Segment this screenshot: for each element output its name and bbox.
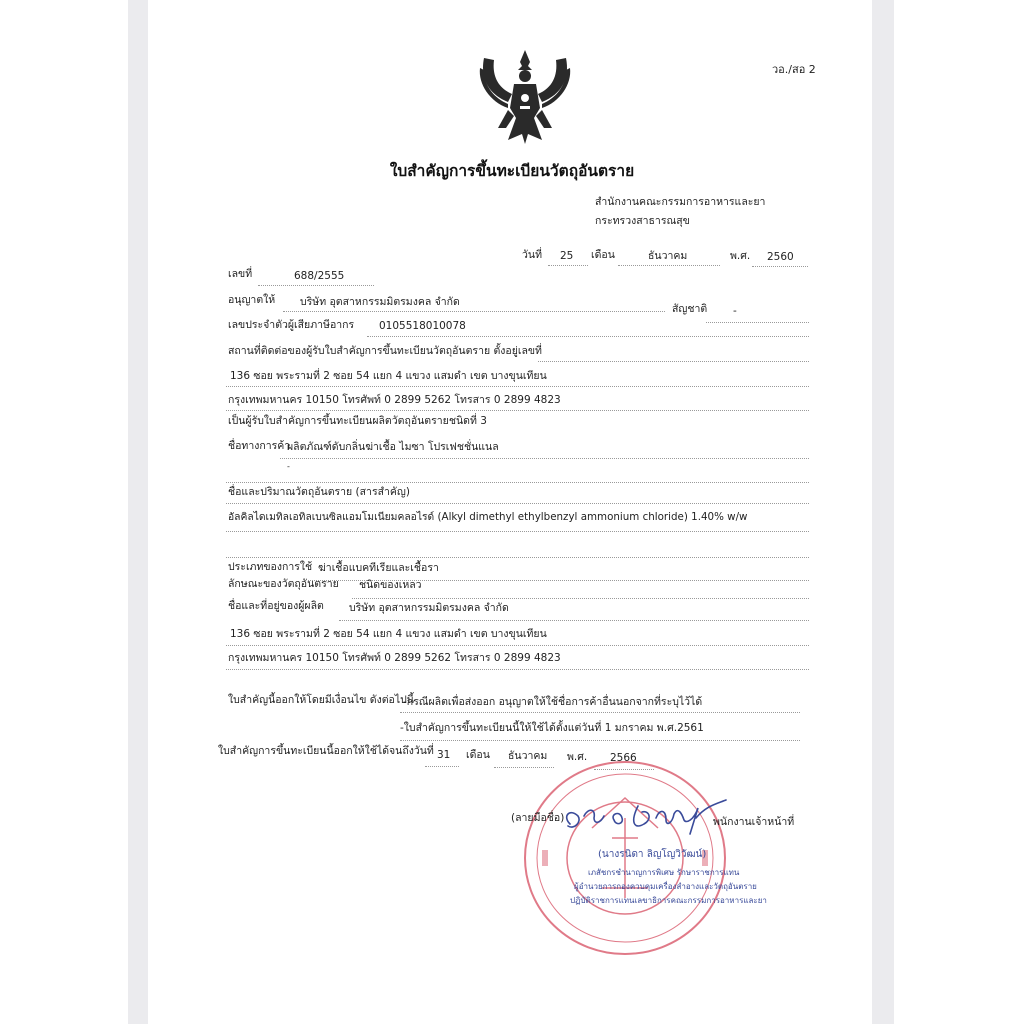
licensee-label: อนุญาตให้ [228, 294, 276, 306]
right-margin [894, 0, 1024, 1024]
nationality-label: สัญชาติ [672, 303, 708, 315]
signature-label: (ลายมือชื่อ) [511, 812, 565, 824]
rule [752, 266, 808, 267]
contact-address-line1: 136 ซอย พระรามที่ 2 ซอย 54 แยก 4 แขวง แสมดำ เขต บางขุนเทียน [230, 370, 547, 382]
conditions-label: ใบสำคัญนี้ออกให้โดยมีเงื่อนไข ดังต่อไปนี้ [228, 694, 414, 706]
contact-address-line2: กรุงเทพมหานคร 10150 โทรศัพท์ 0 2899 5262 โทรสาร 0 2899 4823 [228, 394, 561, 406]
document-title: ใบสำคัญการขึ้นทะเบียนวัตถุอันตราย [389, 162, 635, 180]
validity-day: 31 [437, 749, 451, 761]
signature-role: พนักงานเจ้าหน้าที่ [713, 816, 795, 828]
condition-item-1: -กรณีผลิตเพื่อส่งออก อนุญาตให้ใช้ชื่อการค้าอื่นนอกจากที่ระบุไว้ได้ [403, 696, 703, 708]
manufacturer-label: ชื่อและที่อยู่ของผู้ผลิต [228, 600, 324, 612]
form-code: วอ./สอ 2 [772, 63, 816, 76]
issuer-agency: สำนักงานคณะกรรมการอาหารและยา [595, 196, 766, 208]
handwritten-signature [560, 794, 730, 840]
signatory-title-3: ปฏิบัติราชการแทนเลขาธิการคณะกรรมการอาหารและยา [570, 896, 767, 905]
substance-value: อัลคิลไดเมทิลเอทิลเบนซิลแอมโมเนียมคลอไรด์ (Alkyl dimethyl ethylbenzyl ammonium chloride) 1.40% w/w [228, 511, 748, 523]
rule [400, 712, 800, 713]
right-page-shadow [872, 0, 894, 1024]
rule [538, 361, 809, 362]
trade-name-label: ชื่อทางการค้า [228, 440, 291, 452]
rule [280, 458, 809, 459]
rule [258, 285, 374, 286]
issue-year-label: พ.ศ. [730, 250, 751, 262]
contact-address-label: สถานที่ติดต่อของผู้รับใบสำคัญการขึ้นทะเบียนวัตถุอันตราย ตั้งอยู่เลขที่ [228, 345, 542, 357]
rule [226, 386, 809, 387]
left-margin [0, 0, 128, 1024]
manufacturer-address-line2: กรุงเทพมหานคร 10150 โทรศัพท์ 0 2899 5262 โทรสาร 0 2899 4823 [228, 652, 561, 664]
rule [367, 336, 809, 337]
issue-day-label: วันที่ [522, 249, 542, 261]
rule [400, 740, 800, 741]
usage-label: ประเภทของการใช้ [228, 561, 313, 573]
holder-type: เป็นผู้รับใบสำคัญการขึ้นทะเบียนผลิตวัตถุอันตรายชนิดที่ 3 [228, 415, 487, 427]
rule [226, 557, 809, 558]
rule [548, 265, 588, 266]
tax-id-value: 0105518010078 [379, 320, 466, 332]
trade-name-value: ผลิตภัณฑ์ดับกลิ่นฆ่าเชื้อ ไมซา โปรเฟชชั่นแนล [287, 441, 499, 453]
issue-year: 2560 [767, 251, 794, 263]
issue-month: ธันวาคม [648, 250, 688, 262]
trade-name-extra: - [287, 462, 290, 471]
signatory-title-1: เภสัชกรชำนาญการพิเศษ รักษาราชการแทน [588, 868, 740, 877]
manufacturer-address-line1: 136 ซอย พระรามที่ 2 ซอย 54 แยก 4 แขวง แสมดำ เขต บางขุนเทียน [230, 628, 547, 640]
rule [706, 322, 809, 323]
validity-year: 2566 [610, 752, 637, 764]
rule [425, 766, 459, 767]
manufacturer-name: บริษัท อุตสาหกรรมมิตรมงคล จำกัด [349, 602, 509, 614]
rule [339, 620, 809, 621]
condition-item-2: -ใบสำคัญการขึ้นทะเบียนนี้ให้ใช้ได้ตั้งแต่วันที่ 1 มกราคม พ.ศ.2561 [400, 722, 704, 734]
nature-value: ชนิดของเหลว [359, 579, 422, 591]
issue-day: 25 [560, 250, 574, 262]
nature-label: ลักษณะของวัตถุอันตราย [228, 578, 339, 590]
rule [226, 531, 809, 532]
tax-id-label: เลขประจำตัวผู้เสียภาษีอากร [228, 319, 355, 331]
signatory-name: (นางรนิดา ลิญโญวิวัฒน์) [598, 849, 707, 860]
usage-value: ฆ่าเชื้อแบคทีเรียและเชื้อรา [318, 562, 439, 574]
nationality-value: - [733, 305, 737, 317]
rule [226, 503, 809, 504]
garuda-emblem-icon [478, 48, 572, 148]
rule [283, 311, 665, 312]
issuer-ministry: กระทรวงสาธารณสุข [595, 215, 690, 227]
validity-year-label: พ.ศ. [567, 751, 588, 763]
issue-month-label: เดือน [591, 249, 615, 261]
rule [226, 669, 809, 670]
left-page-shadow [128, 0, 148, 1024]
substance-label: ชื่อและปริมาณวัตถุอันตราย (สารสำคัญ) [228, 486, 410, 498]
rule [226, 410, 809, 411]
registration-label: เลขที่ [228, 268, 253, 280]
rule [352, 598, 809, 599]
validity-month-label: เดือน [466, 749, 490, 761]
rule [226, 645, 809, 646]
signatory-title-2: ผู้อำนวยการกองควบคุมเครื่องสำอางและวัตถุอันตราย [574, 882, 757, 891]
registration-number: 688/2555 [294, 270, 345, 282]
rule [226, 482, 809, 483]
validity-month: ธันวาคม [508, 750, 548, 762]
validity-label: ใบสำคัญการขึ้นทะเบียนนี้ออกให้ใช้ได้จนถึงวันที่ [218, 745, 434, 757]
licensee-name: บริษัท อุตสาหกรรมมิตรมงคล จำกัด [300, 296, 460, 308]
rule [618, 265, 720, 266]
